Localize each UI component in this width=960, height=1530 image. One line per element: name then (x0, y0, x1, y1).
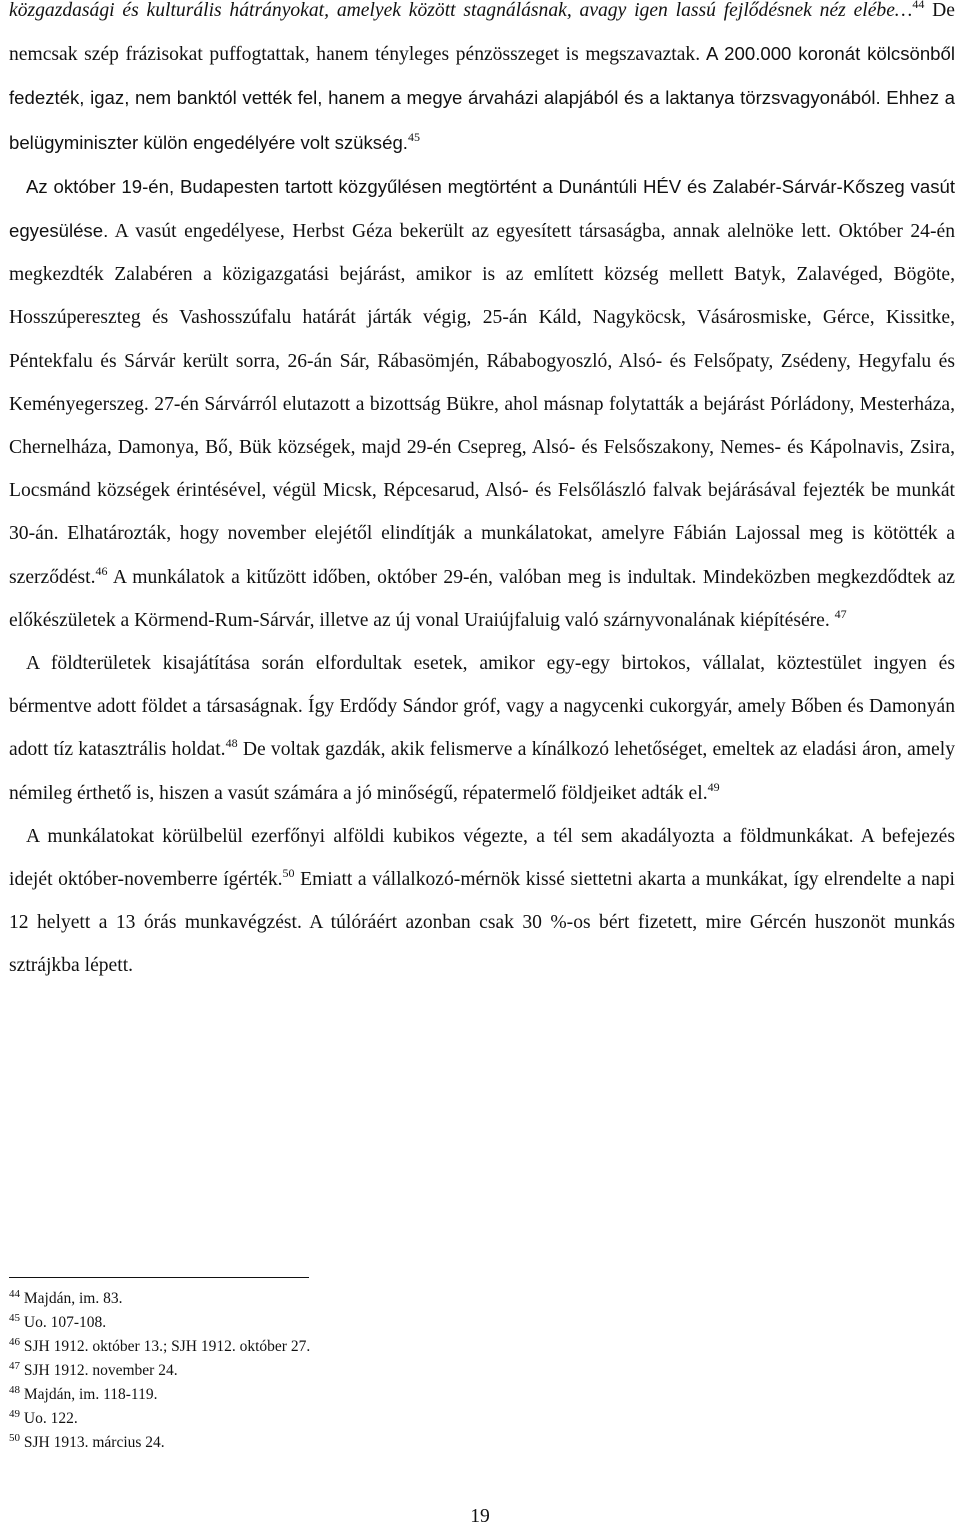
footnote-text: Majdán, im. 83. (23, 1290, 123, 1307)
paragraph-text: A földterületek kisajátítása során elfordultak esetek, amikor egy-egy birtokos, vállalat, köztestület ingyen és bérmentve adott földet a társaságnak. Így Erdődy Sándor gróf, vagy a nagycenki cukorgyár, amely Bőben és Damonyán adott tíz katasztrális holdat. (9, 653, 955, 761)
footnote-number: 50 (9, 1432, 20, 1444)
footnote (9, 1407, 609, 1431)
footnote (9, 1431, 609, 1455)
paragraph-text: A munkálatokat körülbelül ezerfőnyi alföldi kubikos végezte, a tél sem akadályozta a földmunkákat. A befejezés idejét október-novemberre ígérték. (9, 825, 955, 891)
footnote-number: 45 (9, 1312, 20, 1324)
footnote-ref-45: 45 (407, 129, 420, 144)
footnote-text: SJH 1912. november 24. (23, 1362, 178, 1379)
footnote-text: Uo. 107-108. (23, 1314, 107, 1331)
footnote-ref-47: 47 (834, 606, 847, 621)
footnote (9, 1311, 609, 1335)
paragraph-text: Az október 19-én, Budapesten tartott közgyűlésen megtörtént a Dunántúli HÉV és Zalabér-Sárvár-Kőszeg vasút egyesülése. (9, 175, 955, 242)
footnote-ref-48: 48 (225, 736, 238, 751)
paragraph-3 (9, 642, 955, 815)
quote-text: közgazdasági és kulturális hátrányokat, amelyek között stagnálásnak, avagy igen lassú fejlődésnek néz elébe… (9, 0, 913, 21)
paragraph-text: A 200.000 koronát kölcsönből fedezték, igaz, nem banktól vették fel, hanem a megye árvaházi alapjából és a laktanya törzsvagyonából. Ehhez a belügyminiszter külön engedélyére volt szükség. (9, 43, 955, 153)
footnote-text: Uo. 122. (23, 1410, 78, 1427)
paragraph-text: De nemcsak szép frázisokat puffogtattak, hanem tényleges pénzösszeget is megszavaztak. (9, 0, 955, 66)
footnote-text: SJH 1913. március 24. (23, 1434, 165, 1451)
footnote (9, 1287, 609, 1311)
footnote-text: Majdán, im. 118-119. (23, 1386, 158, 1403)
footnote-number: 47 (9, 1360, 20, 1372)
footnote-ref-49: 49 (707, 779, 720, 794)
footnotes (9, 1287, 609, 1455)
footnote (9, 1359, 609, 1383)
footnote-ref-50: 50 (282, 866, 295, 881)
footnote (9, 1383, 609, 1407)
footnote-number: 49 (9, 1408, 20, 1420)
footnote (9, 1335, 609, 1359)
footnote-text: SJH 1912. október 13.; SJH 1912. október 27. (23, 1338, 311, 1355)
paragraph-2 (9, 165, 955, 642)
footnote-number: 44 (9, 1288, 20, 1300)
footnote-separator (9, 1277, 309, 1278)
paragraph-text: A munkálatok a kitűzött időben, október 29-én, valóban meg is indultak. Mindeközben megkezdődtek az előkészületek a Körmend-Rum-Sárvár, illetve az új vonal Uraiújfaluig való szárnyvonalának kiépítésére. (9, 566, 955, 631)
footnote-ref-46: 46 (95, 563, 108, 578)
footnote-ref-44: 44 (912, 0, 925, 11)
document-page (9, 0, 955, 988)
footnote-number: 48 (9, 1384, 20, 1396)
paragraph-1 (9, 0, 955, 165)
paragraph-text: Emiatt a vállalkozó-mérnök kissé siettetni akarta a munkákat, így elrendelte a napi 12 helyett a 13 órás munkavégzést. A túlóráért azonban csak 30 %-os bért fizetett, mire Gércén huszonöt munkás sztrájkba lépett. (9, 869, 956, 977)
page-number: 19 (470, 1506, 490, 1527)
paragraph-text: Október 24-én megkezdték Zalabéren a közigazgatási bejárást, amikor is az említett község mellett Batyk, Zalavéged, Bögöte, Hosszúpereszteg és Vashosszúfalu határát járták végig, 25-án Káld, Nagyköcsk, Vásárosmiske, Gérce, Kissitke, Péntekfalu és Sárvár került sorra, 26-án Sár, Rábasömjén, Rábabogyoszló, Alsó- és Felsőpaty, Zsédeny, Hegyfalu és Keményegerszeg. 27-én Sárvárról elutazott a bizottság Bükre, ahol másnap folytatták a bejárást Pórládony, Mesterháza, Chernelháza, Damonya, Bő, Bük községek, majd 29-én Csepreg, Alsó- és Felsőszakony, Nemes- és Kápolnavis, Zsira, Locsmánd községek érintésével, végül Micsk, Répcesarud, Alsó- és Felsőlászló falvak bejárásával fejezték be munkát 30-án. Elhatározták, hogy november elejétől elindítják a munkálatokat, amelyre Fábián Lajossal meg is kötötték a szerződést. (9, 221, 955, 588)
paragraph-text: A vasút engedélyese, Herbst Géza bekerült az egyesített társaságba, annak alelnöke lett. (108, 221, 832, 243)
footnote-number: 46 (9, 1336, 20, 1348)
paragraph-4 (9, 815, 955, 988)
paragraph-text: De voltak gazdák, akik felismerve a kínálkozó lehetőséget, emeltek az eladási áron, amely némileg érthető is, hiszen a vasút számára a jó minőségű, répatermelő földjeiket adták el. (9, 739, 955, 804)
